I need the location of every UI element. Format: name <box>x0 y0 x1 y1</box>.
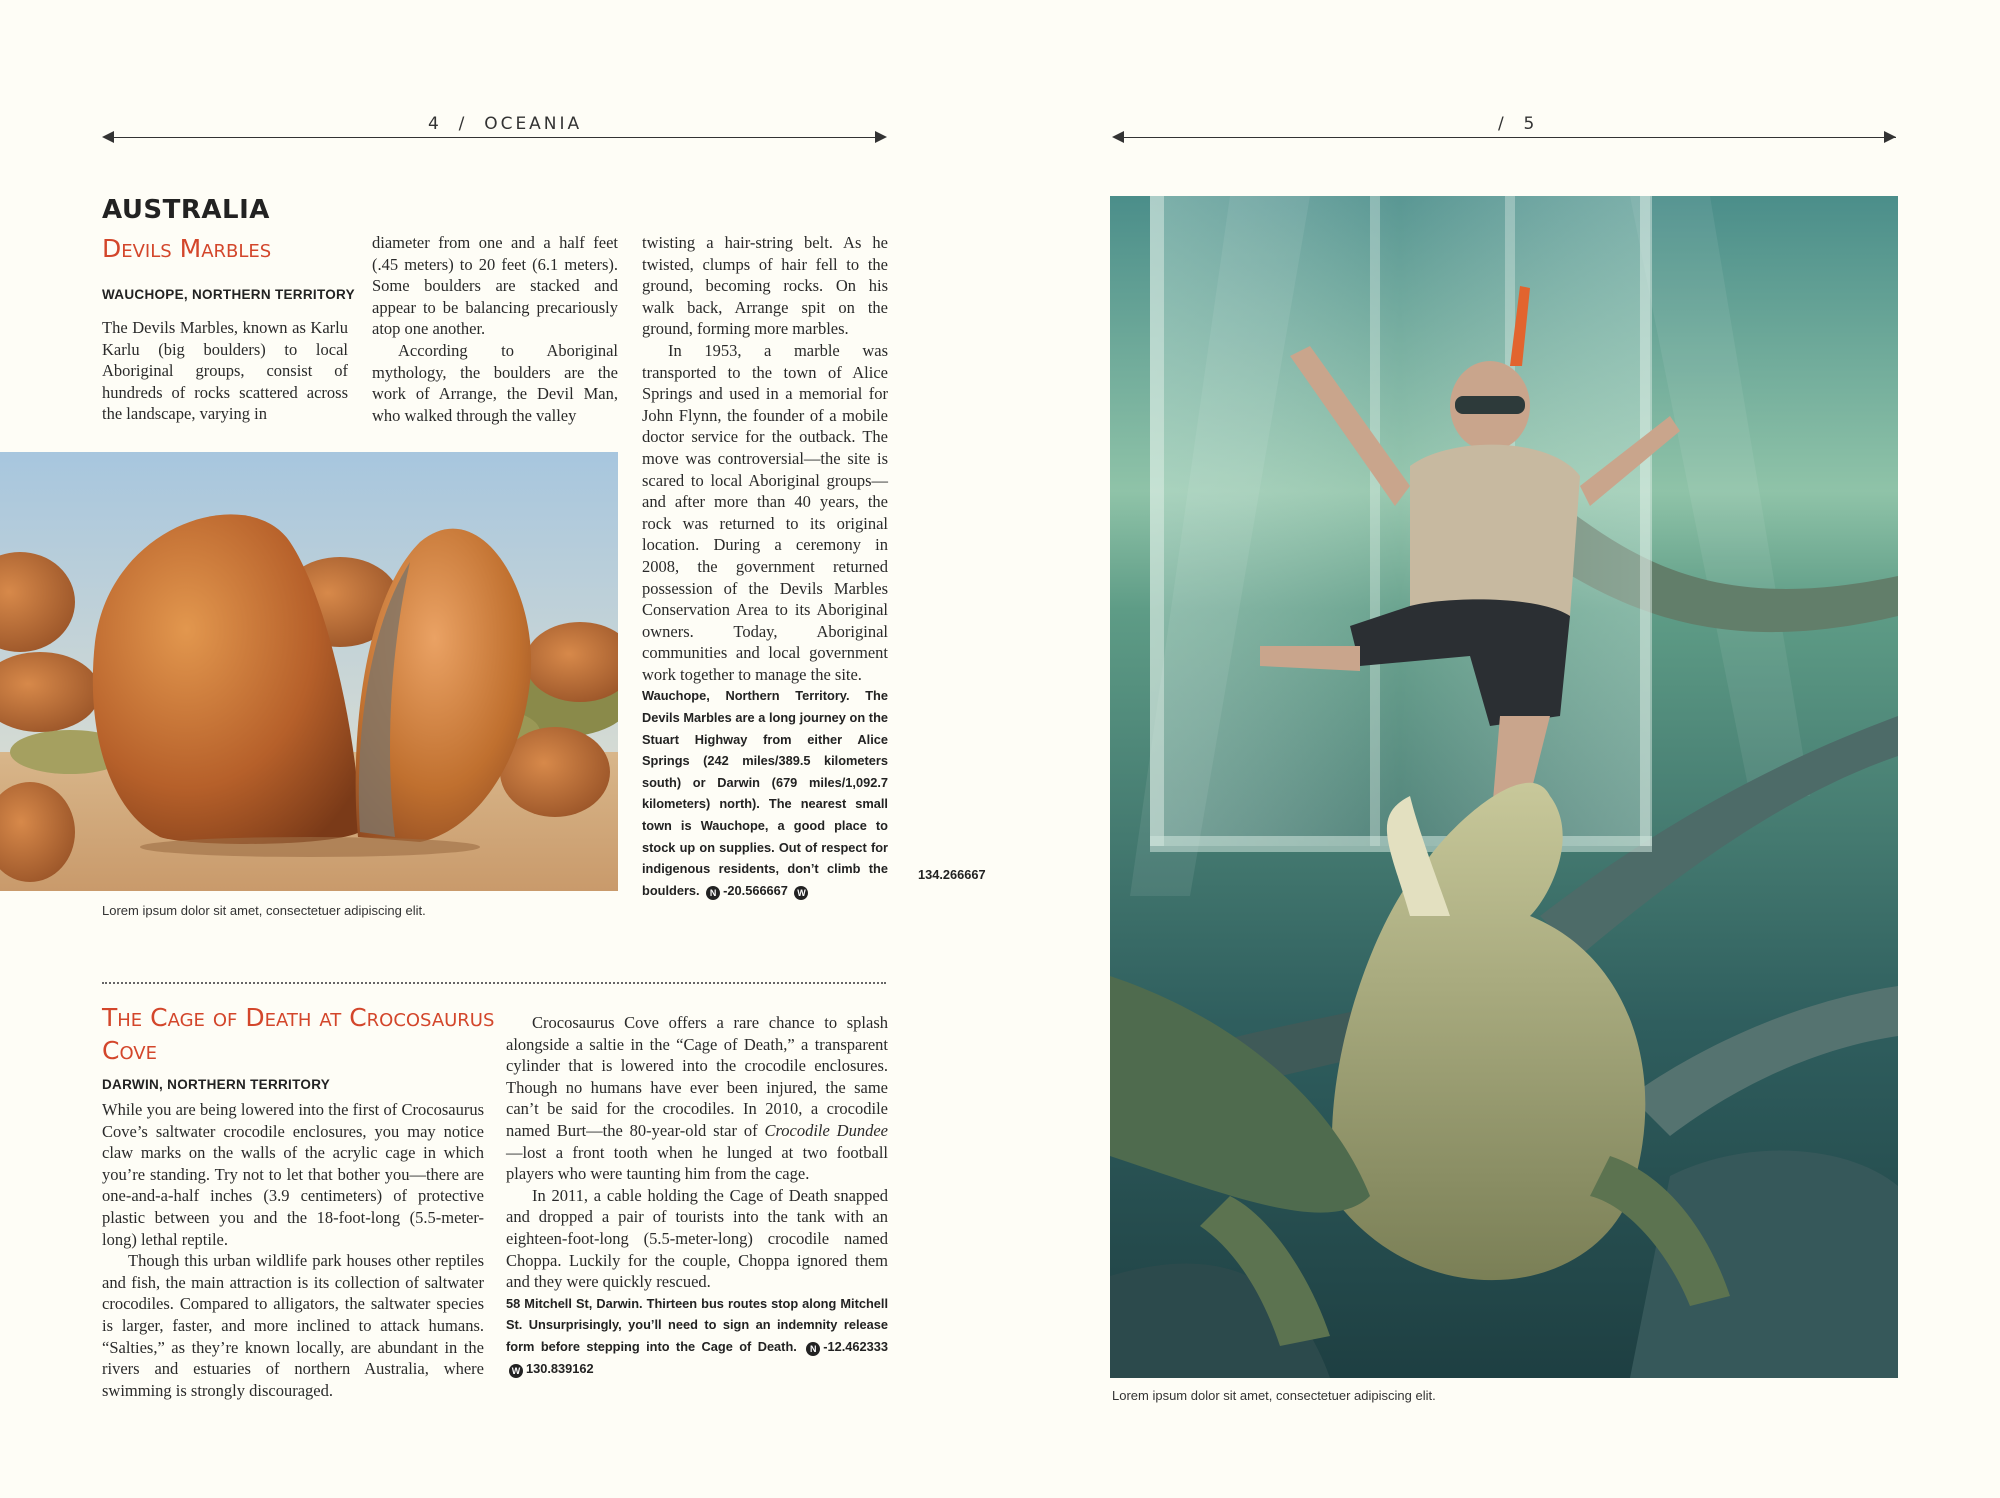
paragraph: twisting a hair-string belt. As he twisted, clumps of hair fell to the ground, becoming rocks. On his walk back, Arrange spit on the ground, forming more marbles. <box>642 233 888 339</box>
devils-marbles-photo <box>0 452 618 891</box>
paragraph: The Devils Marbles, known as Karlu Karlu (big boulders) to local Aboriginal groups, consist of hundreds of rocks scattered across the landscape, varying in <box>102 318 348 424</box>
entry-title <box>102 1001 502 1067</box>
body-column-1 <box>102 1099 484 1401</box>
north-icon: N <box>706 886 720 900</box>
cage-of-death-illustration <box>1110 196 1898 1378</box>
right-folio <box>1498 114 1537 134</box>
header-arrow-right-icon <box>875 131 887 143</box>
page-number: 5 <box>1523 114 1538 134</box>
text-run: —lost a front tooth when he lunged at two football players who were taunting him from the cage. <box>506 1142 888 1184</box>
photo-caption: Lorem ipsum dolor sit amet, consectetuer adipiscing elit. <box>1112 1388 1436 1403</box>
west-icon: W <box>794 886 808 900</box>
visitor-info-text: Wauchope, Northern Territory. The Devils Marbles are a long journey on the Stuart Highway from either Alice Springs (242 miles/389.5 kilometers south) or Darwin (679 miles/1,092.7 kilometers) north). The nearest small town is Wauchope, a good place to stock up on supplies. Out of respect for indigenous residents, don’t climb the boulders. <box>642 688 888 898</box>
entry-title: Devils Marbles <box>102 234 272 263</box>
paragraph: While you are being lowered into the first of Crocosaurus Cove’s saltwater crocodile enclosures, you may notice claw marks on the walls of the acrylic cage in which you’re standing. Try not to let that bother you—there are one-and-a-half inches (3.9 centimeters) of protective plastic between you and the 18-foot-long (5.5-meter-long) lethal reptile. <box>102 1100 484 1249</box>
folio-separator: / <box>1498 114 1507 134</box>
left-folio <box>428 114 582 134</box>
visitor-info-text: 58 Mitchell St, Darwin. Thirteen bus routes stop along Mitchell St. Unsurprisingly, you’ll need to sign an indemnity release form before stepping into the Cage of Death. <box>506 1295 888 1354</box>
entry-location: DARWIN, NORTHERN TERRITORY <box>102 1077 331 1092</box>
header-rule-right <box>1120 137 1896 138</box>
north-icon: N <box>806 1342 820 1356</box>
header-rule-left <box>110 137 876 138</box>
paragraph: diameter from one and a half feet (.45 meters) to 20 feet (6.1 meters). Some boulders are stacked and appear to be balancing precariously atop one another. <box>372 233 618 339</box>
entry-divider <box>102 982 886 984</box>
film-title: Crocodile Dundee <box>764 1120 888 1140</box>
visitor-info <box>642 685 888 901</box>
entry-title-line: The Cage of Death at Crocosaurus <box>102 1003 495 1032</box>
body-column-2 <box>372 232 618 426</box>
longitude: 130.839162 <box>526 1360 594 1376</box>
paragraph: In 1953, a marble was transported to the town of Alice Springs and used in a memorial for John Flynn, the founder of a mobile doctor service for the outback. The move was controversial—the site is scared to local Aboriginal groups—and after more than 40 years, the rock was returned to its original location. During a ceremony in 2008, the government returned possession of the Devils Marbles Conservation Area to its Aboriginal owners. Today, Aboriginal communities and local government work together to manage the site. <box>642 340 888 684</box>
paragraph: According to Aboriginal mythology, the boulders are the work of Arrange, the Devil Man, who walked through the valley <box>372 340 618 425</box>
west-icon: W <box>509 1364 523 1378</box>
country-heading: AUSTRALIA <box>102 195 270 225</box>
entry-location: WAUCHOPE, NORTHERN TERRITORY <box>102 287 355 302</box>
latitude: -20.566667 <box>723 882 788 898</box>
visitor-info <box>506 1293 888 1379</box>
paragraph <box>506 1012 888 1185</box>
entry-title-line: Cove <box>102 1036 157 1065</box>
page-number: 4 <box>428 114 442 134</box>
body-column-2 <box>506 1012 888 1379</box>
latitude: -12.462333 <box>823 1338 888 1354</box>
text-run: Crocosaurus Cove offers a rare chance to splash alongside a saltie in the “Cage of Death,” a transparent cylinder that is lowered into the crocodile enclosures. Though no humans have ever been injured, the same can’t be said for the crocodiles. In 2010, a crocodile named Burt—the 80-year-old star of <box>506 1013 888 1140</box>
crocodile-cage-photo <box>1110 196 1898 1378</box>
body-column-3 <box>642 232 888 901</box>
folio-separator: / <box>458 114 468 134</box>
paragraph: Though this urban wildlife park houses other reptiles and fish, the main attraction is its collection of saltwater crocodiles. Compared to alligators, the saltwater species is larger, faster, and more inclined to attack humans. “Salties,” as they’re known locally, are abundant in the rivers and estuaries of northern Australia, where swimming is strongly discouraged. <box>102 1251 484 1400</box>
body-column-1 <box>102 317 348 425</box>
photo-caption: Lorem ipsum dolor sit amet, consectetuer adipiscing elit. <box>102 903 426 918</box>
paragraph: In 2011, a cable holding the Cage of Death snapped and dropped a pair of tourists into the tank with an eighteen-foot-long (5.5-meter-long) crocodile named Choppa. Luckily for the couple, Choppa ignored them and they were quickly rescued. <box>506 1185 888 1292</box>
section-name: OCEANIA <box>484 114 583 134</box>
header-arrow-right-icon <box>1884 131 1896 143</box>
boulders-illustration <box>0 452 618 891</box>
longitude: 134.266667 <box>918 867 986 882</box>
